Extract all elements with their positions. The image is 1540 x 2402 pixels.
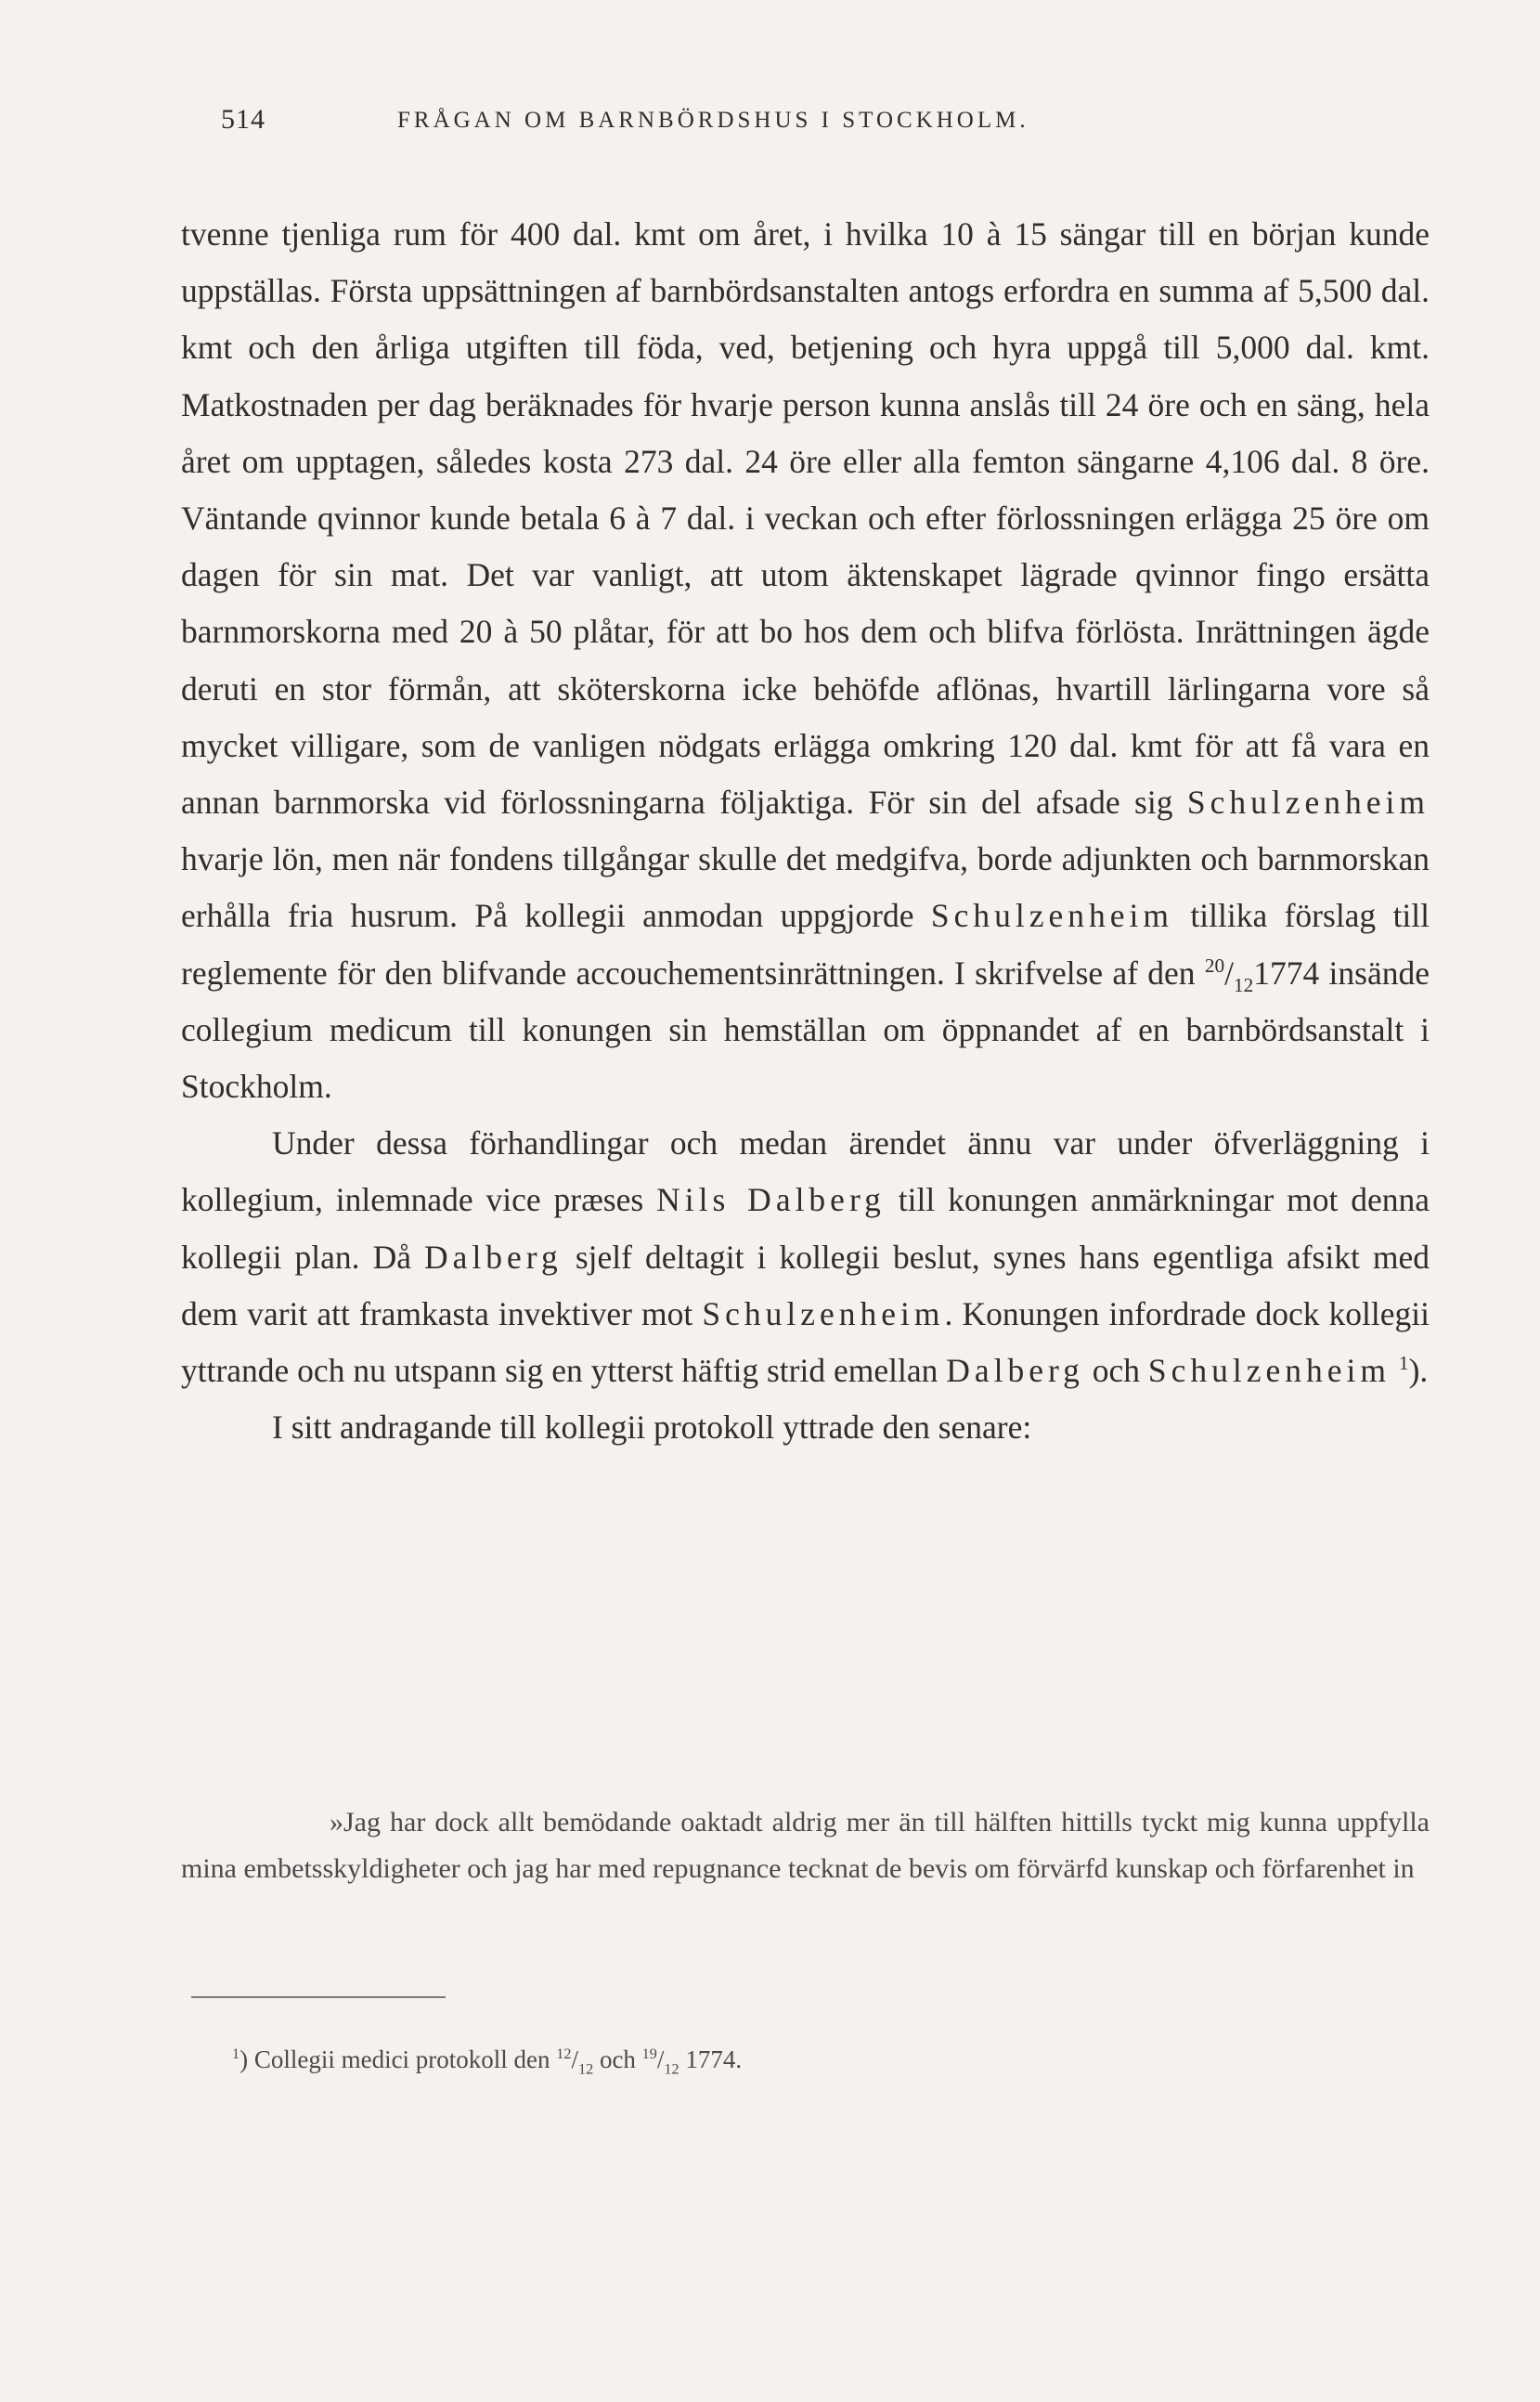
date-day: 19: [641, 2045, 657, 2062]
text-run: och: [1092, 1352, 1141, 1390]
person-name: Dalberg: [424, 1238, 563, 1276]
date-month: 12: [1233, 973, 1254, 996]
text-run: till konungen anmärkningar mot denna kollegii plan. Då: [181, 1181, 1430, 1276]
text-run: Under dessa förhandlingar och medan ärendet ännu var under öfverläggning i kollegium, inlemnade vice præses: [181, 1124, 1430, 1219]
text-run: sjelf deltagit i kollegii beslut, synes hans egentliga afsikt med dem varit att framkasta invektiver mot: [181, 1238, 1430, 1332]
paragraph-1: tvenne tjenliga rum för 400 dal. kmt om året, i hvilka 10 à 15 sängar till en början kunde uppställas. Första uppsättningen af barnbördsanstalten antogs erfordra en summa af 5,500 dal. kmt och den årliga utgiften till föda, ved, betjening och hyra uppgå till 5,000 dal. kmt. Matkostnaden per dag beräknades för hvarje person kunna anslås till 24 öre och en säng, hela året om upptagen, således kosta 273 dal. 24 öre eller alla femton sängarne 4,106 dal. 8 öre. Väntande qvinnor kunde betala 6 à 7 dal. i veckan och efter förlossningen erlägga 25 öre om dagen för sin mat. Det var vanligt, att utom äktenskapet lägrade qvinnor fingo ersätta barnmorskorna med 20 à 50 plåtar, för att bo hos dem och blifva förlösta. Inrättningen ägde deruti en stor förmån, att sköterskorna icke behöfde aflönas, hvartill lärlingarna vore så mycket villigare, som de vanligen nödgats erlägga omkring 120 dal. kmt för att få vara en annan barnmorska vid förlossningarna följaktiga. För sin del afsade sig Schulzenheim hvarje lön, men när fondens tillgångar skulle det medgifva, borde adjunkten och barnmorskan erhålla fria husrum. På kollegii anmodan uppgjorde Schulzenheim tillika förslag till reglemente för den blifvande accouchementsinrättningen. I skrifvelse af den $^{20}/_{12}1774$ insände collegium medicum till konungen sin hemställan om öppnandet af en barnbördsanstalt i Stockholm.: [181, 215, 1430, 1106]
date-month: 12: [578, 2060, 594, 2078]
quote-text: »Jag har dock allt bemödande oaktadt aldrig mer än till hälften hittills tyckt mig kunna uppfylla mina embetsskyldigheter och jag har med repugnance tecknat de bevis om förvärfd kunskap och förfarenhet in: [181, 1807, 1430, 1884]
person-name: Dalberg: [946, 1352, 1084, 1390]
footnote-marker: 1: [232, 2045, 240, 2062]
text-run: tvenne tjenliga rum för 400 dal. kmt om året, i hvilka 10 à 15 sängar till en början kunde uppställas. Första uppsättningen af barnbördsanstalten antogs erfordra en summa af 5,500 dal. kmt och den årliga utgiften till föda, ved, betjening och hyra uppgå till 5,000 dal. kmt. Matkostnaden per dag beräknades för hvarje person kunna anslås till 24 öre och en säng, hela året om upptagen, således kosta 273 dal. 24 öre eller alla femton sängarne 4,106 dal. 8 öre. Väntande qvinnor kunde betala 6 à 7 dal. i veckan och efter förlossningen erlägga 25 öre om dagen för sin mat. Det var vanligt, att utom äktenskapet lägrade qvinnor fingo ersätta barnmorskorna med 20 à 50 plåtar, för att bo hos dem och blifva förlösta. Inrättningen ägde deruti en stor förmån, att sköterskorna icke behöfde aflönas, hvartill lärlingarna vore så mycket villigare, som de vanligen nödgats erlägga omkring 120 dal. kmt för att få vara en annan barnmorska vid förlossningarna följaktiga. För sin del afsade sig: [181, 215, 1430, 822]
page-number: 514: [221, 104, 265, 135]
person-name: Schulzenheim: [1147, 1352, 1391, 1390]
text-run: tillika förslag till reglemente för den blifvande accouchementsinrättningen. I skrifvelse af den: [181, 897, 1430, 992]
footnote: $^1$) Collegii medici protokoll den $^{12}/_{12}$ och $^{19}/_{12}$ 1774.: [232, 2045, 743, 2078]
footnote-marker: 1: [1398, 1352, 1409, 1375]
person-name: Schulzenheim: [1186, 784, 1430, 822]
block-quote: [181, 1799, 1430, 1892]
footnote-divider: [191, 1996, 446, 1998]
person-name: Nils Dalberg: [656, 1181, 886, 1219]
paragraph-3: [181, 1399, 1430, 1456]
text-run: 1774.: [685, 2045, 743, 2073]
text-run: ).: [1408, 1352, 1429, 1390]
date-month: 12: [664, 2060, 679, 2078]
text-run: och: [599, 2045, 636, 2073]
text-run: ) Collegii medici protokoll den: [239, 2045, 550, 2073]
text-run: hvarje lön, men när fondens tillgångar skulle det medgifva, borde adjunkten och barnmorskan erhålla fria husrum. På kollegii anmodan uppgjorde: [181, 840, 1430, 935]
text-run: . Konungen infordrade dock kollegii yttrande och nu utspann sig en ytterst häftig strid emellan: [181, 1294, 1430, 1390]
page-header: [221, 104, 1428, 141]
running-head: FRÅGAN OM BARNBÖRDSHUS I STOCKHOLM.: [397, 108, 1029, 133]
date-day: 12: [556, 2045, 572, 2062]
date-day: 20: [1204, 954, 1225, 977]
person-name: Schulzenheim: [702, 1294, 945, 1332]
body-text: [181, 206, 1430, 1456]
text-run: 1774 insände collegium medicum till konungen sin hemställan om öppnandet af en barnbördsanstalt i Stockholm.: [181, 954, 1430, 1106]
text-run: I sitt andragande till kollegii protokoll yttrade den senare:: [272, 1409, 1032, 1447]
paragraph-2: [181, 1115, 1430, 1399]
person-name: Schulzenheim: [930, 897, 1174, 935]
